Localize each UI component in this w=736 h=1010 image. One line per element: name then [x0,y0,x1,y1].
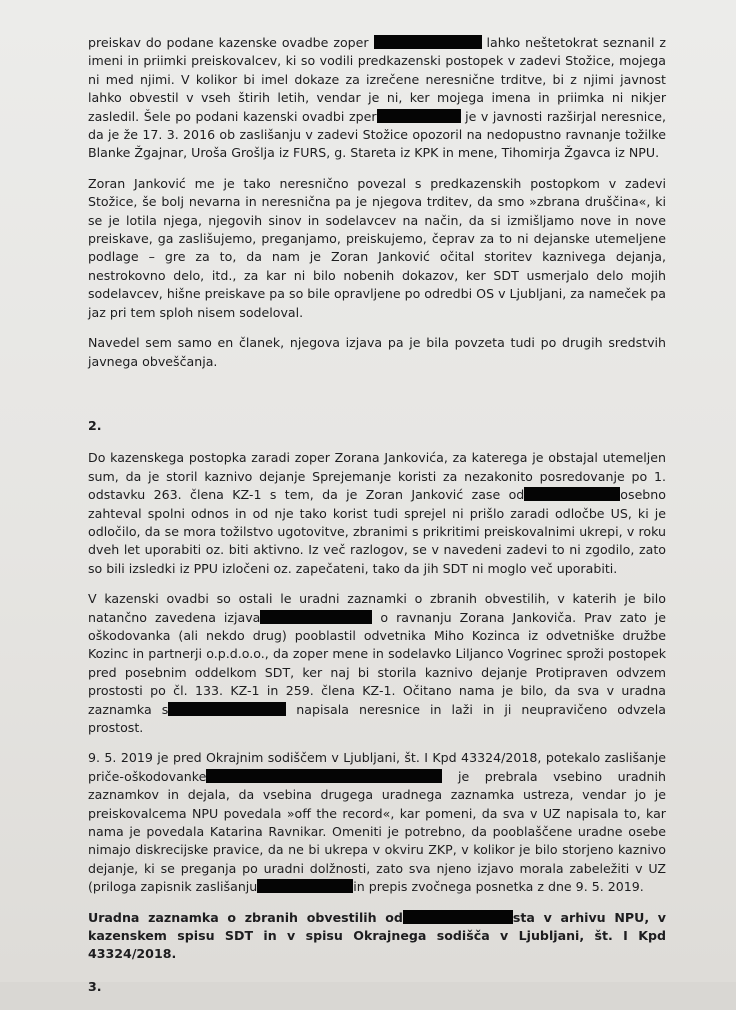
redaction-bar [260,610,372,624]
paragraph-2: Zoran Janković me je tako neresnično povezal s predkazenskih postopkom v zadevi Stožice, še bolj nevarna in neresnična pa je njegova trditev, da smo »zbrana druščina«, ki se je lotila njega, njegovih sinov in sodelavcev na način, da si izmišljamo nove in nove preiskave, ga zaslišujemo, preganjamo, preiskujemo, čeprav za to ni dejanske utemeljene podlage – gre za to, da nam je Zoran Janković očital storitev kaznivega dejanja, nestrokovno delo, itd., za kar ni bilo nobenih dokazov, ker SDT usmerjalo delo mojih sodelavcev, hišne preiskave pa so bile opravljene po odredbi OS v Ljubljani, za nameček pa jaz pri tem sploh nisem sodeloval. [88,175,666,320]
paragraph-4: Do kazenskega postopka zaradi zoper Zorana Jankovića, za katerega je obstajal utemeljen sum, da je storil kaznivo dejanje Sprejemanje koristi za nezakonito posredovanje po 1. odstavku 263. člena KZ-1 s tem, da je Zoran Janković zase od osebno zahteval spolni odnos in od nje tako korist tudi sprejel ni prišlo zaradi odločbe US, ki je odločilo, da se mora tožilstvo ugotovitve, zbranimi s prikritimi preiskovalnimi ukrepi, v roku dveh let uporabiti oz. biti aktivno. Iz več razlogov, se v navedeni zadevi to ni zgodilo, zato so bili izsledki iz PPU izločeni oz. zapečateni, tako da jih SDT ni moglo več uporabiti. [88,450,666,576]
paragraph-5: V kazenski ovadbi so ostali le uradni zaznamki o zbranih obvestilih, v katerih je bilo natančno zavedena izjava o ravnanju Zorana Jankoviča. Prav zato je oškodovanka (ali nekdo drug) pooblastil odvetnika Miho Kozinca iz odvetniške družbe Kozinc in partnerji o.p.d.o.o., da zoper mene in sodelavko Liljanco Vogrinec sproži postopek pred posebnim oddelkom SDT, ker naj bi storila kaznivo dejanje Protipraven odvzem prostosti po čl. 133. KZ-1 in 259. člena KZ-1. Očitano nama je bilo, da sva v uradna zaznamka s napisala neresnice in laži in ji neupravičeno odvzela prostost. [88,591,666,735]
section-number-2: 2. [88,417,102,433]
document-body [88,34,666,1010]
redaction-bar [374,35,482,49]
section-number-3: 3. [88,978,102,994]
redaction-bar [377,109,461,123]
paragraph-1: preiskav do podane kazenske ovadbe zoper lahko neštetokrat seznanil z imeni in priimki preiskovalcev, ki so vodili predkazenski postopek v zadevi Stožice, mojega ni med njimi. V kolikor bi imel dokaze za izrečene neresnične trditve, bi z njimi javnost lahko obvestil v vseh štirih letih, vendar je ni, ker mojega imena in priimka ni nikjer zasledil. Šele po podani kazenski ovadbi zper je v javnosti razširjal neresnice, da je že 17. 3. 2016 ob zaslišanju v zadevi Stožice opozoril na nedopustno ravnanje tožilke Blanke Žgajnar, Uroša Grošlja iz FURS, g. Stareta iz KPK in mene, Tihomirja Žgavca iz NPU. [88,35,666,161]
paragraph-7-bold: Uradna zaznamka o zbranih obvestilih od sta v arhivu NPU, v kazenskem spisu SDT in v spisu Okrajnega sodišča v Ljubljani, št. I Kpd 43324/2018. [88,909,666,962]
redaction-bar [257,879,353,893]
paragraph-3: Navedel sem samo en članek, njegova izjava pa je bila povzeta tudi po drugih sredstvih javnega obveščanja. [88,335,666,369]
redaction-bar [168,702,286,716]
redaction-bar [206,769,442,783]
redaction-bar [403,910,513,924]
paragraph-6: 9. 5. 2019 je pred Okrajnim sodiščem v Ljubljani, št. I Kpd 43324/2018, potekalo zaslišanje priče-oškodovanke je prebrala vsebino uradnih zaznamkov in dejala, da vsebina drugega uradnega zaznamka ustreza, vendar jo je preiskovalcema NPU povedala »off the record«, kar pomeni, da sva v UZ napisala to, kar nama je povedala Katarina Ravnikar. Omeniti je potrebno, da pooblaščene uradne osebe nimajo diskrecijske pravice, da ne bi ukrepa v okviru ZKP, v kolikor je bilo storjeno kaznivo dejanje, ki se preganja po uradni dolžnosti, zato sva njeno izjavo morala zabeležiti v UZ (priloga zapisnik zaslišanju in prepis zvočnega posnetka z dne 9. 5. 2019. [88,750,666,895]
redaction-bar [524,487,620,501]
